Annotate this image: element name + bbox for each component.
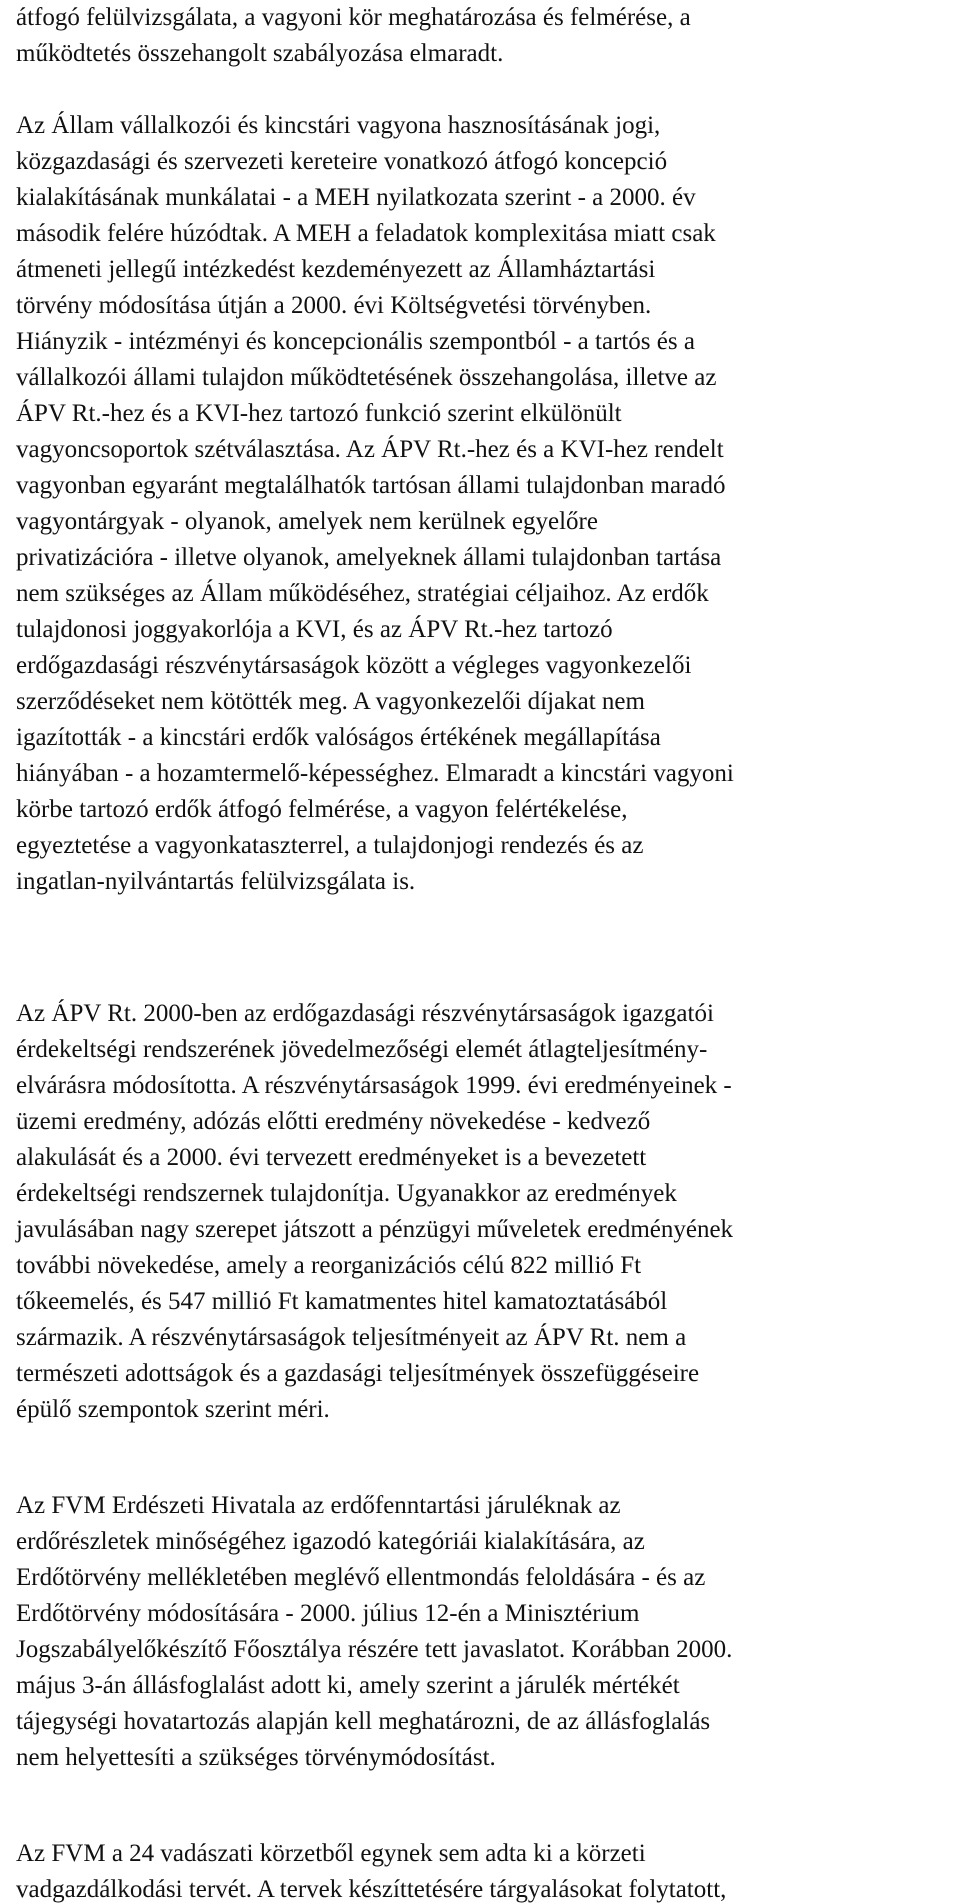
text-line: Jogszabályelőkészítő Főosztálya részére tett javaslatot. Korábban 2000.	[16, 1636, 733, 1663]
text-line: átmeneti jellegű intézkedést kezdeményezett az Államháztartási	[16, 256, 656, 283]
text-line: elvárásra módosította. A részvénytársaságok 1999. évi eredményeinek -	[16, 1072, 732, 1099]
text-line: szerződéseket nem kötötték meg. A vagyonkezelői díjakat nem	[16, 688, 645, 715]
text-line: privatizációra - illetve olyanok, amelyeknek állami tulajdonban tartása	[16, 544, 722, 571]
text-line: üzemi eredmény, adózás előtti eredmény növekedése - kedvező	[16, 1108, 651, 1135]
paragraph-fvm-forestry	[16, 1488, 944, 1776]
text-line: Az Állam vállalkozói és kincstári vagyona hasznosításának jogi,	[16, 112, 661, 139]
text-line: Az FVM Erdészeti Hivatala az erdőfenntartási járuléknak az	[16, 1492, 621, 1519]
text-line: alakulását és a 2000. évi tervezett eredményeket is a bevezetett	[16, 1144, 647, 1171]
text-line: működtetés összehangolt szabályozása elmaradt.	[16, 40, 504, 67]
paragraph-state-assets	[16, 108, 944, 900]
text-line: közgazdasági és szervezeti kereteire vonatkozó átfogó koncepció	[16, 148, 668, 175]
text-line: Az ÁPV Rt. 2000-ben az erdőgazdasági részvénytársaságok igazgatói	[16, 1000, 714, 1027]
text-line: érdekeltségi rendszernek tulajdonítja. Ugyanakkor az eredmények	[16, 1180, 677, 1207]
paragraph-fvm-hunting	[16, 1836, 944, 1904]
text-line: vagyonban egyaránt megtalálhatók tartósan állami tulajdonban maradó	[16, 472, 726, 499]
text-line: hiányában - a hozamtermelő-képességhez. Elmaradt a kincstári vagyoni	[16, 760, 734, 787]
text-line: erdőrészletek minőségéhez igazodó kategóriái kialakítására, az	[16, 1528, 645, 1555]
text-line: Hiányzik - intézményi és koncepcionális szempontból - a tartós és a	[16, 328, 695, 355]
text-line: vagyoncsoportok szétválasztása. Az ÁPV Rt.-hez és a KVI-hez rendelt	[16, 436, 724, 463]
text-line: nem szükséges az Állam működéséhez, stratégiai céljaihoz. Az erdők	[16, 580, 709, 607]
text-line: javulásában nagy szerepet játszott a pénzügyi műveletek eredményének	[16, 1216, 734, 1243]
text-line: törvény módosítása útján a 2000. évi Költségvetési törvényben.	[16, 292, 652, 319]
text-line: természeti adottságok és a gazdasági teljesítmények összefüggéseire	[16, 1360, 700, 1387]
text-line: származik. A részvénytársaságok teljesítményeit az ÁPV Rt. nem a	[16, 1324, 687, 1351]
text-line: tulajdonosi joggyakorlója a KVI, és az ÁPV Rt.-hez tartozó	[16, 616, 613, 643]
text-line: május 3-án állásfoglalást adott ki, amely szerint a járulék mértékét	[16, 1672, 680, 1699]
text-line: érdekeltségi rendszerének jövedelmezőségi elemét átlagteljesítmény-	[16, 1036, 708, 1063]
text-line: nem helyettesíti a szükséges törvénymódosítást.	[16, 1744, 496, 1771]
text-line: tájegységi hovatartozás alapján kell meghatározni, de az állásfoglalás	[16, 1708, 711, 1735]
text-line: egyeztetése a vagyonkataszterrel, a tulajdonjogi rendezés és az	[16, 832, 644, 859]
text-line: vadgazdálkodási tervét. A tervek készíttetésére tárgyalásokat folytatott,	[16, 1876, 727, 1903]
text-line: épülő szempontok szerint méri.	[16, 1396, 330, 1423]
text-line: igazították - a kincstári erdők valóságos értékének megállapítása	[16, 724, 661, 751]
text-line: átfogó felülvizsgálata, a vagyoni kör meghatározása és felmérése, a	[16, 4, 691, 31]
text-line: vállalkozói állami tulajdon működtetésének összehangolása, illetve az	[16, 364, 717, 391]
paragraph-apv-incentives	[16, 996, 944, 1428]
text-line: második felére húzódtak. A MEH a feladatok komplexitása miatt csak	[16, 220, 716, 247]
intro-paragraph	[16, 0, 944, 72]
text-line: ÁPV Rt.-hez és a KVI-hez tartozó funkció szerint elkülönült	[16, 400, 622, 427]
text-line: erdőgazdasági részvénytársaságok között a végleges vagyonkezelői	[16, 652, 692, 679]
text-line: vagyontárgyak - olyanok, amelyek nem kerülnek egyelőre	[16, 508, 598, 535]
text-line: Erdőtörvény módosítására - 2000. július 12-én a Minisztérium	[16, 1600, 640, 1627]
text-line: kialakításának munkálatai - a MEH nyilatkozata szerint - a 2000. év	[16, 184, 696, 211]
text-line: körbe tartozó erdők átfogó felmérése, a vagyon felértékelése,	[16, 796, 628, 823]
text-line: tőkeemelés, és 547 millió Ft kamatmentes hitel kamatoztatásából	[16, 1288, 668, 1315]
text-line: további növekedése, amely a reorganizációs célú 822 millió Ft	[16, 1252, 642, 1279]
text-line: ingatlan-nyilvántartás felülvizsgálata is.	[16, 868, 416, 895]
text-line: Az FVM a 24 vadászati körzetből egynek sem adta ki a körzeti	[16, 1840, 646, 1867]
text-line: Erdőtörvény mellékletében meglévő ellentmondás feloldására - és az	[16, 1564, 706, 1591]
